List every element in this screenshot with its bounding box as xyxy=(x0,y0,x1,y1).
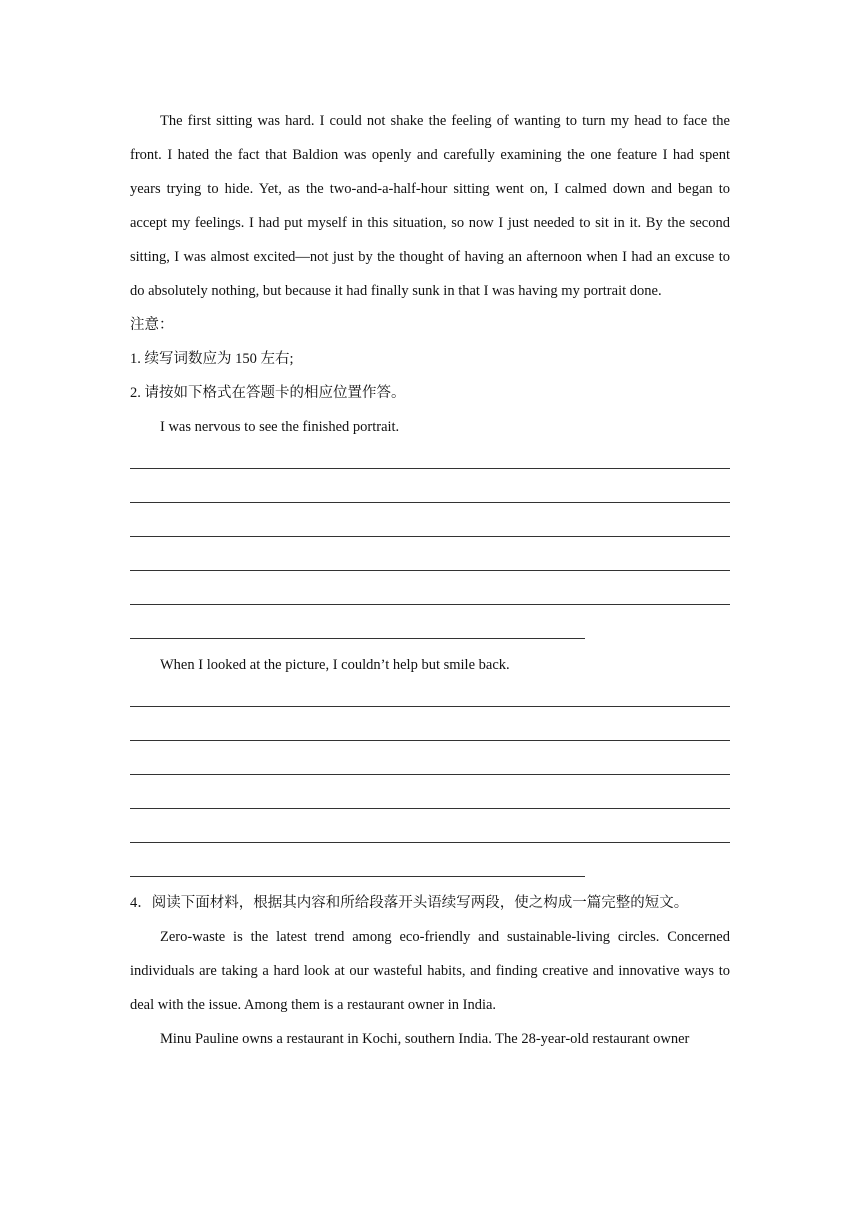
paragraph-starter-1: I was nervous to see the finished portrait. xyxy=(160,419,400,435)
question-4-instruction: 4．阅读下面材料，根据其内容和所给段落开头语续写两段，使之构成一篇完整的短文。 xyxy=(130,895,689,911)
answer-line-short xyxy=(130,852,730,886)
passage-paragraph: The first sitting was hard. I could not shake the feeling of wanting to turn my head to face the front. I hated the fact that Baldion was openly and carefully examining the one feature I had spent years trying to hide. Yet, as the two-and-a-half-hour sitting went on, I calmed down and began to accept my feelings. I had put myself in this situation, so now I just needed to sit in it. By the second sitting, I was almost excited—not just by the thought of having an afternoon when I had an excuse to do absolutely nothing, but because it had finally sunk in that I was having my portrait done. xyxy=(130,113,730,299)
answer-line xyxy=(130,750,730,784)
answer-line xyxy=(130,784,730,818)
paragraph-starter-2: When I looked at the picture, I couldn’t help but smile back. xyxy=(160,657,510,673)
answer-line xyxy=(130,512,730,546)
question-4-paragraph-2: Minu Pauline owns a restaurant in Kochi, southern India. The 28-year-old restaurant owner xyxy=(160,1031,690,1047)
answer-line xyxy=(130,546,730,580)
answer-line-short xyxy=(130,614,730,648)
document-page xyxy=(130,104,730,1056)
notes-heading: 注意： xyxy=(130,317,174,333)
question-4-paragraph-1: Zero-waste is the latest trend among eco-friendly and sustainable-living circles. Concerned individuals are taking a hard look at our wasteful habits, and finding creative and innovative ways to deal with the issue. Among them is a restaurant owner in India. xyxy=(130,929,730,1013)
answer-line xyxy=(130,716,730,750)
answer-line xyxy=(130,580,730,614)
answer-line xyxy=(130,478,730,512)
note-item-2: 2. 请按如下格式在答题卡的相应位置作答。 xyxy=(130,385,406,401)
answer-line xyxy=(130,818,730,852)
answer-line xyxy=(130,444,730,478)
answer-line xyxy=(130,682,730,716)
note-item-1: 1. 续写词数应为 150 左右; xyxy=(130,351,294,367)
